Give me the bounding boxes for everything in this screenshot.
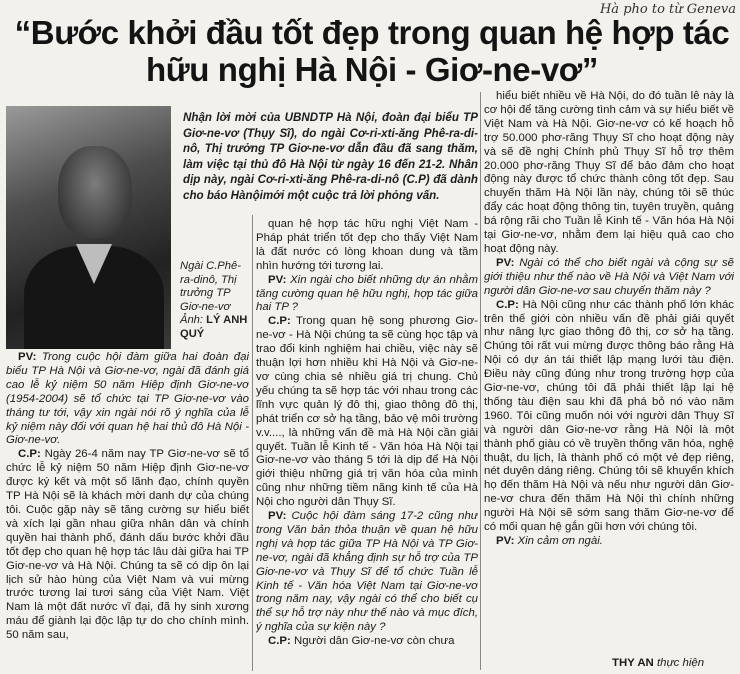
speaker-label: PV: — [268, 510, 287, 523]
paragraph — [484, 90, 734, 257]
paragraph — [6, 448, 249, 643]
portrait-photo — [6, 106, 171, 349]
paragraph-text: Hà Nội cũng như các thành phố lớn khác trên thế giới còn nhiều vấn đề phải giải quyết như nâng lực giao thông đô thị, cơ sở hạ tầng. Chúng tôi rất vui mừng được thông báo rằng Hà Nội có dự án tái thiết lập mạng lưới tàu điện. Điều này cũng đúng như trong trường hợp của Giơ-ne-vơ, chúng tôi đã phải thiết lập lại hệ thống tàu điện sau khi đã phá bỏ nó vào năm 1960. Tôi cũng muốn nói với người dân Thụy Sĩ và người dân Giơ-ne-vơ rằng Hà Nội là một thành phố giàu có về truyền thống văn hóa, nghệ thuật, du lịch, là thành phố có một vẻ đẹp riêng, nét duyên dáng riêng. Chúng tôi sẽ khuyến khích họ đến thăm Hà Nội và nếu như người dân Giơ-ne-vơ chưa đến thăm Hà Nội thì chính những người Hà Nội sẽ sớm sang thăm Giơ-ne-vơ để có mối quan hệ gắn gũi hơn với chúng tôi. — [484, 298, 734, 534]
article-column-3 — [484, 90, 734, 674]
column-divider — [252, 215, 253, 671]
paragraph — [256, 218, 478, 274]
paragraph — [484, 535, 734, 549]
speaker-label: PV: — [496, 256, 515, 269]
paragraph-text: Cuộc hội đàm sáng 17-2 cũng như trong Văn bản thỏa thuận về quan hệ hữu nghị và hợp tác giữa TP Hà Nội và TP Giơ-ne-vơ, ngài đã khẳng định sự hỗ trợ của TP Giơ-ne-vơ và Thụy Sĩ để tổ chức Tuần lễ Kinh tế - Văn hóa Việt Nam tại Giơ-ne-vơ trong năm nay, vậy ngài có thể cho biết cụ thể sự hỗ trợ này như thế nào và mục đích, ý nghĩa của sự kiện này ? — [256, 510, 478, 634]
speaker-label: PV: — [18, 351, 37, 363]
handwritten-note: Hà pho to từ Geneva — [599, 2, 736, 17]
speaker-label: PV: — [268, 273, 287, 286]
paragraph-text: quan hệ hợp tác hữu nghị Việt Nam - Pháp phát triển tốt đẹp cho thấy Việt Nam là đất nước có lòng khoan dung và tầm nhìn hướng tới tương lai. — [256, 218, 478, 272]
caption-credit-label: Ảnh: — [180, 314, 204, 327]
paragraph-text: Ngày 26-4 năm nay TP Giơ-ne-vơ sẽ tổ chức lễ kỷ niệm 50 năm Hiệp định Giơ-ne-vơ được ký kết và một số lãnh đạo, chính quyền TP Hà Nội sẽ là khách mời danh dự của chúng tôi. Cuộc gặp này sẽ tăng cường sự hiểu biết và xích lại gần nhau giữa nhân dân và chính quyền hai thành phố, đánh dấu bước khởi đầu tốt đẹp cho quan hệ hợp tác lâu dài giữa hai TP Giơ-ne-vơ và Hà Nội. Chúng ta sẽ có dịp ôn lại lịch sử hào hùng của Việt Nam và vui mừng trước tương lai tươi sáng của Việt Nam. Việt Nam là một đất nước vĩ đại, đã hy sinh xương máu để giành lại độc lập tự do cho chính mình. 50 năm sau, — [6, 448, 249, 642]
paragraph — [484, 257, 734, 299]
paragraph — [256, 510, 478, 635]
article-column-2 — [256, 218, 478, 674]
paragraph-text: Trong quan hệ song phương Giơ-ne-vơ - Hà Nội chúng ta sẽ cùng học tập và trao đổi kinh nghiệm hai chiều, việc này sẽ thuận lợi hơn nhiều khi Hà Nội và Giơ-ne-vơ cùng chia sẻ nhiều giá trị chung. Chủ yếu chúng ta sẽ hợp tác với nhau trong các lĩnh vực quản lý đô thị, giao thông đô thị, phát triển cơ sở hạ tầng, bảo vệ môi trường v.v...., là những vấn đề mà Hà Nội cần giải quyết. Tuần lễ Kinh tế - Văn hóa Hà Nội tại Giơ-ne-vơ vào tháng 5 tới là dịp để Hà Nội giới thiệu những giá trị văn hóa của mình cũng như những tiềm năng kinh tế của Hà Nội cho người dân Thụy Sĩ. — [256, 315, 478, 509]
article-intro: Nhận lời mời của UBNDTP Hà Nội, đoàn đại biểu TP Giơ-ne-vơ (Thụy Sĩ), do ngài Cơ-ri-xti-ăng Phê-ra-di-nô, Thị trưởng TP Giơ-ne-vơ dẫn đầu đã sang thăm, làm việc tại thủ đô Hà Nội từ ngày 16 đến 21-2. Nhân dịp này, ngài Cơ-ri-xti-ăng Phê-ra-di-nô (C.P) đã dành cho báo Hànộimới một cuộc trả lời phỏng vấn. — [183, 111, 478, 202]
paragraph — [256, 315, 478, 510]
speaker-label: PV: — [496, 535, 515, 547]
paragraph-text: Xin ngài cho biết những dự án nhằm tăng cường quan hệ hữu nghị, hợp tác giữa hai TP ? — [256, 273, 478, 314]
paragraph-text: Ngài có thể cho biết ngài và cộng sự sẽ giới thiệu như thế nào về Hà Nội và Việt Nam với người dân Giơ-ne-vơ sau chuyến thăm này ? — [484, 256, 734, 297]
paragraph — [6, 351, 249, 448]
caption-credit-name: LÝ ANH QUÝ — [180, 314, 248, 340]
paragraph — [484, 299, 734, 535]
photo-caption — [180, 260, 252, 342]
column-divider — [480, 92, 481, 670]
paragraph-text: Xin cảm ơn ngài. — [517, 535, 603, 547]
byline — [612, 657, 704, 669]
portrait-head-shape — [58, 146, 132, 238]
speaker-label: C.P: — [268, 315, 291, 328]
article-column-1 — [6, 351, 249, 673]
byline-role: thực hiện — [656, 657, 705, 669]
speaker-label: C.P: — [268, 635, 291, 648]
paragraph — [256, 274, 478, 316]
paragraph-text: Trong cuộc hội đàm giữa hai đoàn đại biểu TP Hà Nội và Giơ-ne-vơ, ngài đã đánh giá cao lễ kỷ niệm 50 năm Hiệp định Giơ-ne-vơ (1954-2004) sẽ tổ chức tại TP Giơ-ne-vơ vào tháng tư tới, vậy xin ngài nói rõ ý nghĩa của lễ kỷ niệm này đối với quan hệ hai thủ đô Hà Nội - Giơ-ne-vơ. — [6, 351, 249, 447]
speaker-label: C.P: — [496, 298, 519, 311]
paragraph-text: hiểu biết nhiều về Hà Nội, do đó tuần lễ này là cơ hội để tăng cường tình cảm và sự hiểu biết về Việt Nam và Hà Nội. Giơ-ne-vơ có kế hoạch hỗ trợ 50.000 phơ-răng Thụy Sĩ cho hoạt động này và sẽ đề nghị Chính phủ Thụy Sĩ hỗ trợ thêm 20.000 phơ-răng Thụy Sĩ để bảo đảm cho hoạt động này được tổ chức thành công tốt đẹp. Sau chuyến thăm Hà Nội lần này, chúng tôi sẽ thúc đẩy các hoạt động thông tin, tuyên truyền, quảng bá rộng rãi cho Tuần lễ Kinh tế - Văn hóa Hà Nội tại Giơ-ne-vơ, nhằm đem lại hiệu quả cao cho hoạt động này. — [484, 90, 734, 255]
caption-text: Ngài C.Phê-ra-dinô, Thị trưởng TP Giơ-ne-vơ — [180, 260, 241, 313]
byline-name: THY AN — [612, 657, 654, 669]
paragraph-text: Người dân Giơ-ne-vơ còn chưa — [293, 635, 455, 648]
article-headline: “Bước khởi đầu tốt đẹp trong quan hệ hợp tác hữu nghị Hà Nội - Giơ-ne-vơ” — [14, 14, 730, 88]
speaker-label: C.P: — [18, 448, 41, 461]
paragraph — [256, 635, 478, 649]
